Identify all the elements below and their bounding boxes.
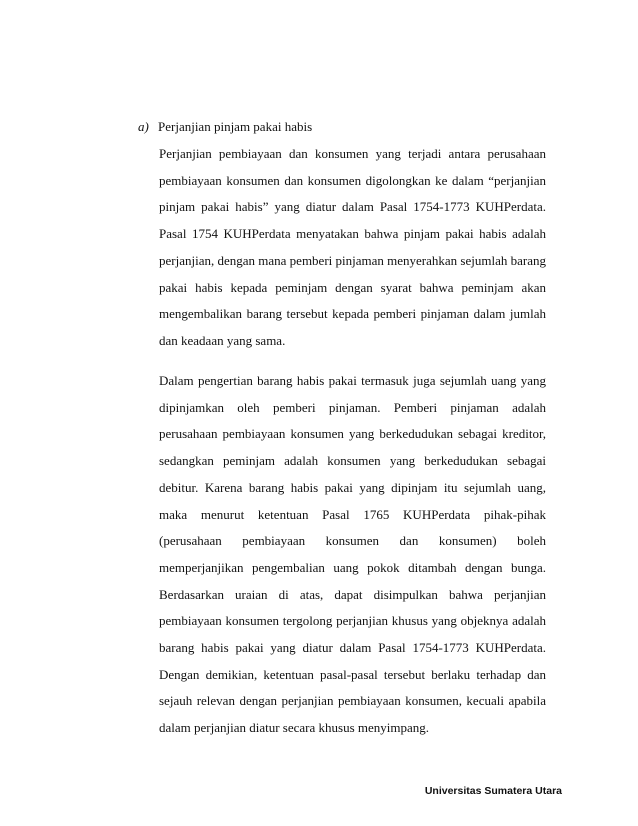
section-heading <box>138 118 558 136</box>
section-title: Perjanjian pinjam pakai habis <box>158 119 313 134</box>
paragraph-1 <box>159 141 546 355</box>
section-marker: a) <box>138 119 149 134</box>
paragraph-2 <box>159 368 546 742</box>
paragraph-text: Perjanjian pembiayaan dan konsumen yang terjadi antara perusahaan pembiayaan konsumen dan konsumen digolongkan ke dalam “perjanjian pinjam pakai habis” yang diatur dalam Pasal 1754-1773 KUHPerdata. Pasal 1754 KUHPerdata menyatakan bahwa pinjam pakai habis adalah perjanjian, dengan mana pemberi pinjaman menyerahkan sejumlah barang pakai habis kepada peminjam dengan syarat bahwa peminjam akan mengembalikan barang tersebut kepada pemberi pinjaman dalam jumlah dan keadaan yang sama. <box>159 146 546 348</box>
footer-institution: Universitas Sumatera Utara <box>424 785 562 797</box>
paragraph-text: Dalam pengertian barang habis pakai termasuk juga sejumlah uang yang dipinjamkan oleh pemberi pinjaman. Pemberi pinjaman adalah perusahaan pembiayaan konsumen yang berkedudukan sebagai kreditor, sedangkan peminjam adalah konsumen yang berkedudukan sebagai debitur. Karena barang habis pakai yang dipinjam itu sejumlah uang, maka menurut ketentuan Pasal 1765 KUHPerdata pihak-pihak (perusahaan pembiayaan konsumen dan konsumen) boleh memperjanjikan pengembalian uang pokok ditambah dengan bunga. Berdasarkan uraian di atas, dapat disimpulkan bahwa perjanjian pembiayaan konsumen tergolong perjanjian khusus yang objeknya adalah barang habis pakai yang diatur dalam Pasal 1754-1773 KUHPerdata. Dengan demikian, ketentuan pasal-pasal tersebut berlaku terhadap dan sejauh relevan dengan perjanjian pembiayaan konsumen, kecuali apabila dalam perjanjian diatur secara khusus menyimpang. <box>159 373 546 736</box>
